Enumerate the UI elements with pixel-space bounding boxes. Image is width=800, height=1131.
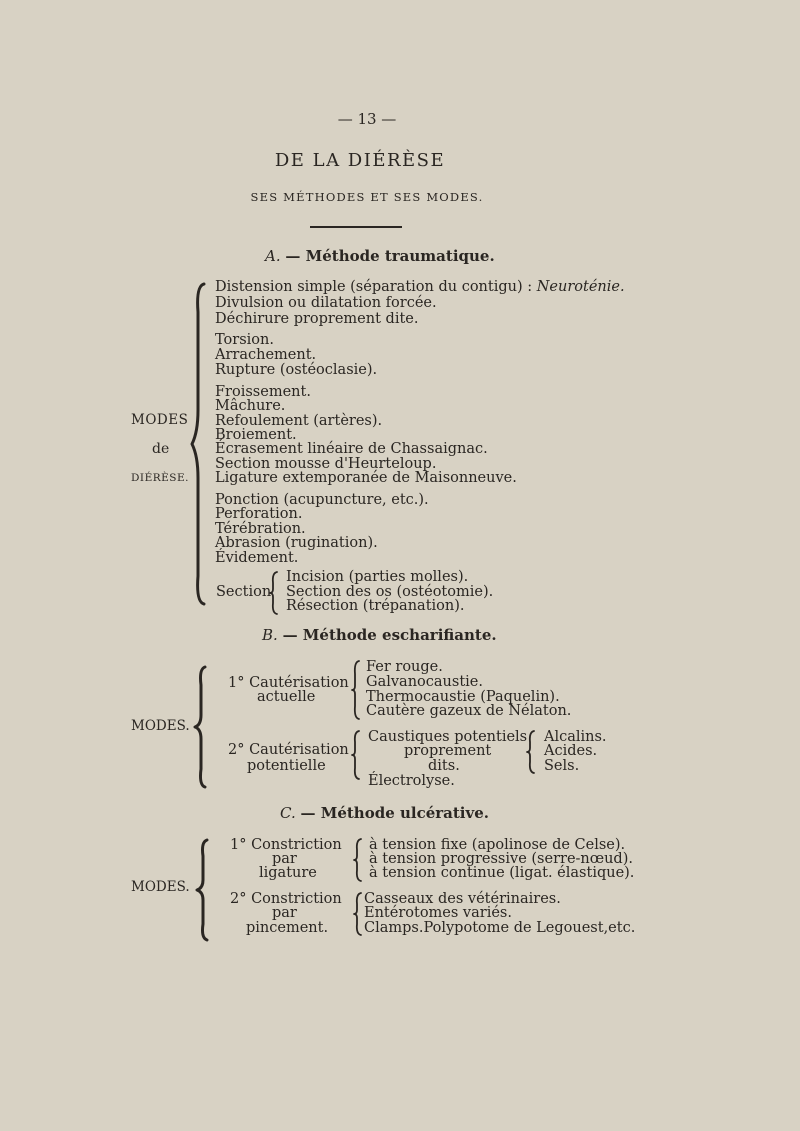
section-a-line-3: Déchirure proprement dite. — [215, 311, 419, 327]
section-a-brace — [190, 282, 214, 607]
section-a-line-13: Ligature extemporanée de Maisonneuve. — [215, 470, 517, 486]
section-b-sub2-label-2: potentielle — [247, 758, 326, 774]
section-b-sub1-label-2: actuelle — [257, 689, 316, 705]
section-c-side-label: MODES. — [131, 879, 190, 895]
section-a-section-label: Section — [216, 584, 272, 600]
section-a-line-8: Mâchure. — [215, 398, 286, 414]
section-a-line-16: Térébration. — [215, 521, 306, 537]
section-a-line-2: Divulsion ou dilatation forcée. — [215, 295, 437, 311]
page-number: — 13 — — [337, 110, 397, 128]
section-c-sub1-label-2: par — [272, 851, 297, 867]
section-a-line-17: Abrasion (rugination). — [215, 535, 378, 551]
section-c-sub2-label-3: pincement. — [246, 920, 329, 936]
section-b-sub1-item-3: Thermocaustie (Paquelin). — [366, 689, 560, 705]
section-a-line-6: Rupture (ostéoclasie). — [215, 362, 378, 378]
section-a-side-label-3: DIÉRÈSE. — [131, 472, 189, 484]
section-b-sub2-sub-item-1: Alcalins. — [544, 729, 607, 745]
section-c-sub2-item-3: Clamps.Polypotome de Legouest,etc. — [364, 920, 636, 936]
section-a-section-item-2: Section des os (ostéotomie). — [286, 584, 494, 600]
section-a-section-item-3: Résection (trépanation). — [286, 598, 465, 614]
section-a-line-14: Ponction (acupuncture, etc.). — [215, 492, 429, 508]
section-a-section-item-1: Incision (parties molles). — [286, 569, 469, 585]
section-a-side-label-1: MODES — [131, 412, 189, 428]
section-c-sub1-label-1: 1° Constriction — [230, 837, 342, 853]
section-b-sub2-item-3: dits. — [428, 758, 460, 774]
section-a-line-10: Broiement. — [215, 427, 297, 443]
section-c-sub2-item-1: Casseaux des vétérinaires. — [364, 891, 561, 907]
section-c-sub2-label-1: 2° Constriction — [230, 891, 342, 907]
section-a-line-5: Arrachement. — [215, 347, 317, 363]
section-b-heading: B. — Méthode escharifiante. — [262, 626, 497, 644]
section-b-sub2-item-1: Caustiques potentiels — [368, 729, 528, 745]
section-a-line-12: Section mousse d'Heurteloup. — [215, 456, 437, 472]
section-a-heading: A. — Méthode traumatique. — [265, 247, 495, 265]
section-b-brace — [193, 665, 211, 790]
section-b-side-label: MODES. — [131, 718, 190, 734]
title-rule — [310, 226, 402, 228]
section-b-sub1-brace — [350, 660, 362, 720]
section-a-line-15: Perforation. — [215, 506, 303, 522]
section-c-brace — [195, 838, 213, 942]
section-b-sub1-item-4: Cautère gazeux de Nélaton. — [366, 703, 572, 719]
section-c-sub2-item-2: Entérotomes variés. — [364, 905, 512, 921]
section-b-sub1-item-2: Galvanocaustie. — [366, 674, 483, 690]
section-a-line-1: Distension simple (séparation du contigu) : Neuroténie. — [215, 279, 625, 295]
section-c-sub1-brace — [352, 838, 364, 882]
section-c-sub2-label-2: par — [272, 905, 297, 921]
section-b-sub2-sub-item-3: Sels. — [544, 758, 580, 774]
section-c-sub1-label-3: ligature — [259, 865, 317, 881]
section-c-sub1-item-3: à tension continue (ligat. élastique). — [369, 865, 635, 881]
section-b-sub2-sub-item-2: Acides. — [544, 743, 598, 759]
page-title: DE LA DIÉRÈSE — [274, 150, 446, 171]
section-a-side-label-2: de — [152, 441, 170, 457]
section-b-sub2-brace — [350, 730, 362, 780]
section-c-sub1-item-1: à tension fixe (apolinose de Celse). — [369, 837, 626, 853]
section-c-heading: C. — Méthode ulcérative. — [280, 804, 489, 822]
section-c-sub2-brace — [352, 892, 364, 936]
section-b-sub2-item-4: Électrolyse. — [368, 773, 455, 789]
section-a-line-11: Écrasement linéaire de Chassaignac. — [215, 441, 488, 457]
section-a-line-18: Évidement. — [215, 550, 299, 566]
section-a-line-7: Froissement. — [215, 384, 311, 400]
section-b-sub2-label-1: 2° Cautérisation — [228, 742, 349, 758]
section-a-section-brace — [268, 571, 280, 615]
section-a-line-9: Refoulement (artères). — [215, 413, 383, 429]
section-a-line-4: Torsion. — [215, 332, 274, 348]
section-c-sub1-item-2: à tension progressive (serre-nœud). — [369, 851, 633, 867]
page-subtitle: SES MÉTHODES ET SES MODES. — [250, 190, 484, 204]
section-b-sub1-label-1: 1° Cautérisation — [228, 675, 349, 691]
section-b-sub2-item-2: proprement — [404, 743, 492, 759]
section-b-sub2-sub-brace — [525, 730, 537, 774]
section-b-sub1-item-1: Fer rouge. — [366, 659, 443, 675]
